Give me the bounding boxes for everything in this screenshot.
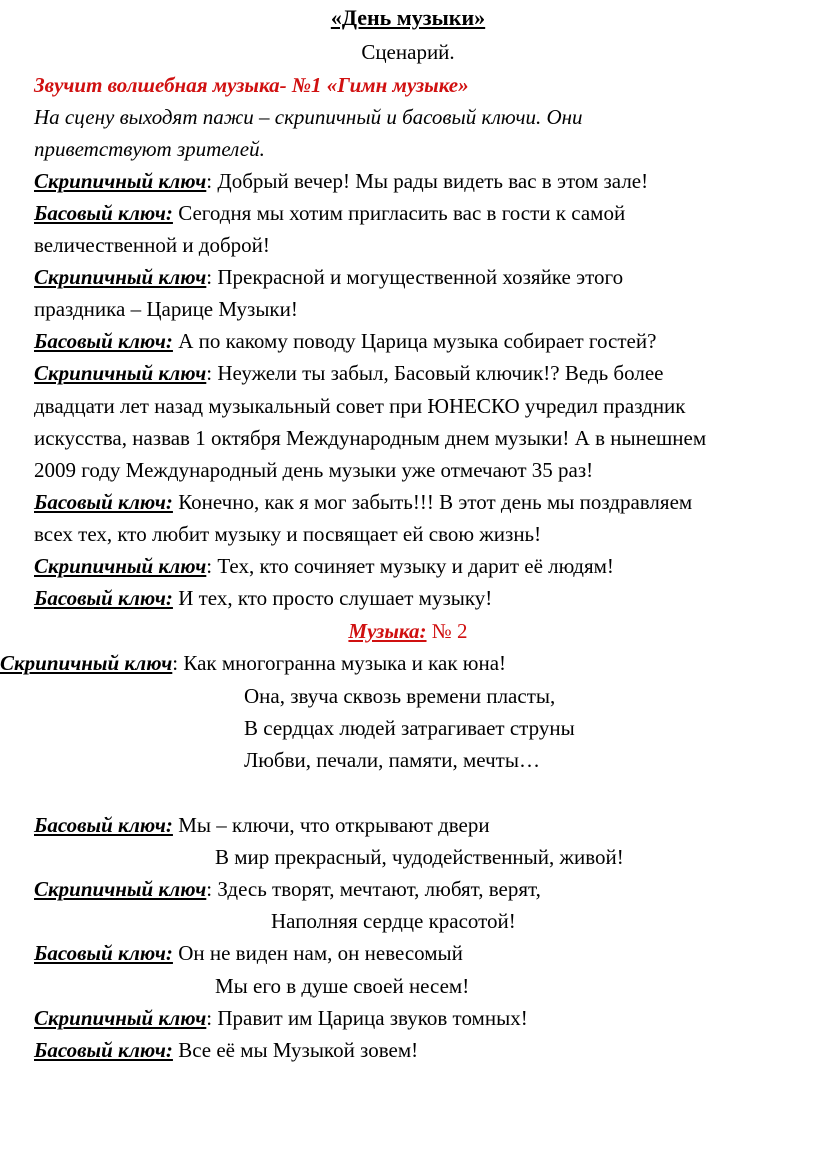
poem-line xyxy=(34,1006,528,1030)
dialogue-line xyxy=(34,361,663,385)
speaker-treble-clef: Скрипичный ключ xyxy=(34,361,207,385)
dialogue-continuation: величественной и доброй! xyxy=(34,233,270,257)
speaker-bass-clef: Басовый ключ: xyxy=(34,201,173,225)
speaker-treble-clef: Скрипичный ключ xyxy=(34,554,207,578)
music-cue-2-number: № 2 xyxy=(426,619,468,643)
poem-line: Она, звуча сквозь времени пласты, xyxy=(244,684,556,708)
dialogue-continuation: всех тех, кто любит музыку и посвящает ей свою жизнь! xyxy=(34,522,542,546)
dialogue-continuation: искусства, назвав 1 октября Международным днем музыки! А в нынешнем xyxy=(34,426,707,450)
poem-text: Все её мы Музыкой зовем! xyxy=(172,1038,419,1062)
poem-text: : Правит им Царица звуков томных! xyxy=(206,1006,528,1030)
stage-direction-line-2: приветствуют зрителей. xyxy=(34,137,265,161)
dialogue-text: И тех, кто просто слушает музыку! xyxy=(172,586,493,610)
poem-text: : Как многогранна музыка и как юна! xyxy=(172,651,507,675)
dialogue-line xyxy=(34,169,648,193)
dialogue-text: А по какому поводу Царица музыка собирает гостей? xyxy=(172,329,657,353)
dialogue-continuation: праздника – Царице Музыки! xyxy=(34,297,298,321)
dialogue-text: : Тех, кто сочиняет музыку и дарит её людям! xyxy=(206,554,614,578)
speaker-bass-clef: Басовый ключ: xyxy=(34,1038,173,1062)
speaker-treble-clef: Скрипичный ключ xyxy=(34,877,207,901)
speaker-bass-clef: Басовый ключ: xyxy=(34,941,173,965)
poem-text: Он не виден нам, он невесомый xyxy=(172,941,463,965)
poem-line xyxy=(0,651,506,675)
stage-direction-line-1: На сцену выходят пажи – скрипичный и басовый ключи. Они xyxy=(34,105,583,129)
poem-line xyxy=(34,941,463,965)
dialogue-continuation: двадцати лет назад музыкальный совет при ЮНЕСКО учредил праздник xyxy=(34,394,686,418)
speaker-bass-clef: Басовый ключ: xyxy=(34,490,173,514)
speaker-treble-clef: Скрипичный ключ xyxy=(34,1006,207,1030)
speaker-treble-clef: Скрипичный ключ xyxy=(34,265,207,289)
dialogue-text: Конечно, как я мог забыть!!! В этот день мы поздравляем xyxy=(172,490,693,514)
speaker-treble-clef: Скрипичный ключ xyxy=(34,169,207,193)
speaker-bass-clef: Басовый ключ: xyxy=(34,586,173,610)
dialogue-line xyxy=(34,265,623,289)
music-cue-2 xyxy=(0,619,816,643)
speaker-bass-clef: Басовый ключ: xyxy=(34,813,173,837)
music-cue-1: Звучит волшебная музыка- №1 «Гимн музыке» xyxy=(34,73,469,97)
speaker-bass-clef: Басовый ключ: xyxy=(34,329,173,353)
dialogue-line xyxy=(34,586,492,610)
dialogue-line xyxy=(34,201,625,225)
document-subtitle: Сценарий. xyxy=(361,40,455,64)
poem-text: Мы – ключи, что открывают двери xyxy=(172,813,490,837)
poem-line: В мир прекрасный, чудодейственный, живой! xyxy=(215,845,624,869)
poem-line: Любви, печали, памяти, мечты… xyxy=(244,748,540,772)
speaker-treble-clef: Скрипичный ключ xyxy=(0,651,173,675)
dialogue-line xyxy=(34,329,656,353)
dialogue-continuation: 2009 году Международный день музыки уже отмечают 35 раз! xyxy=(34,458,594,482)
poem-line xyxy=(34,1038,418,1062)
poem-line xyxy=(34,813,490,837)
poem-line xyxy=(34,877,541,901)
document-title: «День музыки» xyxy=(330,5,486,30)
dialogue-text: : Добрый вечер! Мы рады видеть вас в этом зале! xyxy=(206,169,649,193)
poem-line: Мы его в душе своей несем! xyxy=(215,974,470,998)
dialogue-line xyxy=(34,554,614,578)
poem-line: Наполняя сердце красотой! xyxy=(271,909,516,933)
music-cue-2-label: Музыка: xyxy=(348,619,427,643)
dialogue-line xyxy=(34,490,692,514)
poem-line: В сердцах людей затрагивает струны xyxy=(244,716,575,740)
dialogue-text: Сегодня мы хотим пригласить вас в гости к самой xyxy=(172,201,626,225)
dialogue-text: : Неужели ты забыл, Басовый ключик!? Ведь более xyxy=(206,361,664,385)
dialogue-text: : Прекрасной и могущественной хозяйке этого xyxy=(206,265,624,289)
poem-text: : Здесь творят, мечтают, любят, верят, xyxy=(206,877,541,901)
